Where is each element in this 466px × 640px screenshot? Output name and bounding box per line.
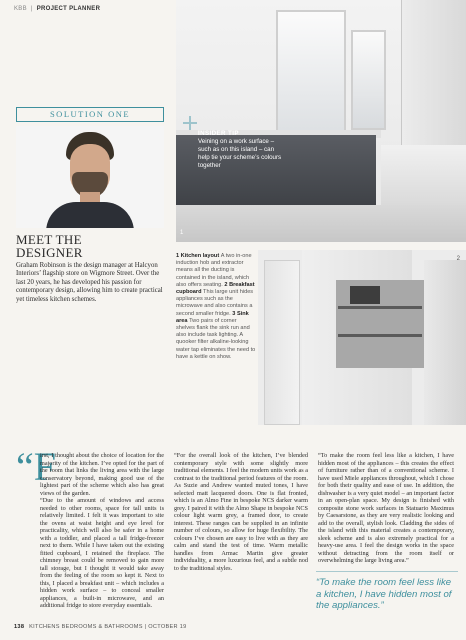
caption-1-text: A two in-one induction hob and extractor means all the ducting is contained in the island, which also offers seating. <box>176 253 252 288</box>
header-separator: | <box>30 6 33 12</box>
photo2-door <box>264 260 300 425</box>
caption-2-text: This large unit hides appliances such as the microwave and also contains a second smaller fridge. <box>176 289 254 317</box>
body-column-3 <box>318 452 454 565</box>
heading-line-2: DESIGNER <box>16 245 83 260</box>
photo2-number: 2 <box>456 256 460 262</box>
page-number: 138 <box>14 624 25 630</box>
photo1-number: 1 <box>180 230 184 236</box>
caption-1-head: 1 Kitchen layout <box>176 253 221 259</box>
photo2-microwave <box>350 286 380 304</box>
photo2-shelf-2 <box>338 334 422 337</box>
col3-paragraph: “To make the room feel less like a kitchen, I have hidden most of the appliances – this creates the effect of furniture rather than of a conventional scheme. I have used Miele appliances throughout, which I chose for both their quality and ease of use. In addition, the dishwasher is a very quiet model – an important factor in an open-plan space. My design is finished with composite stone work surfaces in Statuario Maximus by Caesarstone, as they are very realistic looking and add to the overall, stylish look. Cladding the sides of the island with this material creates a contemporary, sleek scheme and is also extremely practical for a heavy-use area. I feel the design works in the space without detracting from the room itself or overwhelming the large living area.” <box>318 452 454 564</box>
heading-line-1: MEET THE <box>16 232 82 247</box>
insider-tip-title: INSIDER TIP <box>198 130 239 137</box>
photo1-floor <box>176 205 466 242</box>
designer-bio: Graham Robinson is the design manager at Halcyon Interiors’ flagship store on Wigmore Street. Over the last 20 years, he has developed his passion for contemporary design, allowing him to create practical yet timeless kitchen schemes. <box>16 262 163 303</box>
photo-captions <box>176 253 256 361</box>
plus-icon <box>183 116 197 130</box>
footer-separator: | <box>144 624 147 630</box>
pull-quote: “To make the room feel less like a kitchen, I have hidden most of the appliances.” <box>316 577 452 611</box>
pull-quote-rule <box>316 571 458 572</box>
kitchen-photo-1 <box>176 0 466 242</box>
kitchen-photo-2 <box>258 250 466 425</box>
header-section: PROJECT PLANNER <box>36 6 101 12</box>
col1-paragraph-1: irst, I thought about the choice of location for the majority of the kitchen. I’ve opted for the part of the room that links the living area with the large conservatory beyond, making good use of the lightest part of the scheme which also has great views of the garden. <box>40 452 164 497</box>
header-kb: KBB <box>14 6 27 12</box>
issue-date: OCTOBER 19 <box>148 624 187 630</box>
insider-tip <box>198 130 284 170</box>
designer-portrait <box>16 126 164 228</box>
body-column-2 <box>174 452 308 572</box>
body-column-1 <box>40 452 164 610</box>
col2-paragraph: “For the overall look of the kitchen, I’ve blended contemporary style with some slightly more traditional elements. I feel the modern units work as a contrast to the traditional period features of the room. As Suzie and Andrew wanted muted tones, I have selected matt lacquered doors. One is flat fronted, which is an Almo Fine in bespoke NCS darker warm grey. I paired it with the Almo Shape in bespoke NCS colour light warm grey, a framed door, to create interest. These ranges can be supplied in an infinite number of colours, so allow for huge flexibility. The colours I’ve chosen are easy to live with as they are calm and stand the test of time. Warm metallic handles from Armac Martin give greater individuality, a more luxurious feel, and a subtle nod to the traditional styles. <box>174 452 308 572</box>
page-header <box>14 6 100 12</box>
solution-label: SOLUTION ONE <box>16 107 164 122</box>
insider-tip-text: Veining on a work surface – such as on this island – can help tie your scheme’s colours together <box>198 138 282 169</box>
publication-name: KITCHENS BEDROOMS & BATHROOMS <box>29 624 143 630</box>
col1-paragraph-2: “Due to the amount of windows and access needed to other rooms, space for tall units is relatively limited. I felt it was important to site the ovens at waist height and eye level for practicality, which will also be safer in a home with a toddler, and placed a tall fridge-freezer next to them. While I have taken out the existing fitted cupboard, I retained the fireplace. The chimney breast could be removed to gain more tall storage, but I thought it would take away from the feeling of the room so kept it. Next to this, I placed a breakfast unit – which includes a hidden work surface – to conceal smaller appliances, a built-in microwave, and an additional fridge to store everyday essentials. <box>40 497 164 609</box>
photo2-panel <box>424 260 466 425</box>
page-footer <box>14 624 187 630</box>
photo1-window <box>276 10 346 140</box>
photo2-shelf-1 <box>338 306 422 309</box>
caption-3-text: Two pairs of corner shelves flank the sink run and also include task lighting. A quooker filter alkaline-looking water tap eliminates the need to have a kettle on show. <box>176 317 256 360</box>
photo1-window-2 <box>351 30 386 130</box>
portrait-shirt <box>46 202 134 228</box>
caption-3-head: 3 Sink area <box>176 310 249 324</box>
caption-2-head: 2 Breakfast cupboard <box>176 281 255 296</box>
meet-the-designer-heading <box>16 233 83 259</box>
drop-cap: “F <box>16 444 56 489</box>
